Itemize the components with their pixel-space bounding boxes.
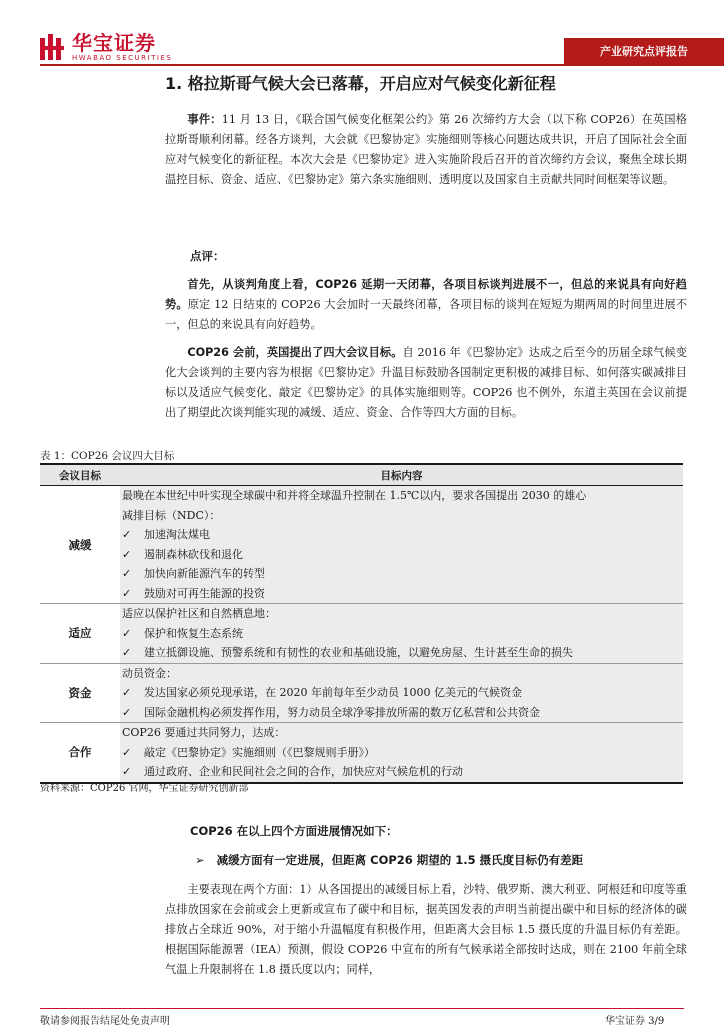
check-icon: ✓ — [122, 528, 132, 541]
paragraph-negotiation-text: 原定 12 日结束的 COP26 大会加时一天最终闭幕，各项目标的谈判在短短为期两周的时间里进展不一，但总的来说具有向好趋势。 — [165, 298, 687, 331]
table-caption: 表 1：COP26 会议四大目标 — [40, 450, 175, 462]
paragraph-uk-goals-text: 自 2016 年《巴黎协定》达成之后至今的历届全球气候变化大会谈判的主要内容为根据《巴黎协定》升温目标鼓励各国制定更积极的减排目标、如何落实碳减排目标以及适应气候变化、敲定《巴黎协定》的具体实施细则等。COP26 也不例外，东道主英国在会议前提出了期望此次谈判能实现的减缓、适应、资金、合作等四大方面的目标。 — [165, 346, 687, 419]
list-item: 遏制森林砍伐和退化 — [144, 547, 243, 561]
check-icon: ✓ — [122, 705, 132, 719]
content-intro: 最晚在本世纪中叶实现全球碳中和并将全球温升控制在 1.5℃以内，要求各国提出 2030 的雄心 — [122, 489, 587, 502]
goal-cell: 合作 — [40, 723, 120, 783]
progress-label: COP26 在以上四个方面进展情况如下： — [190, 824, 398, 838]
event-paragraph — [165, 110, 687, 190]
table-source: 资料来源：COP26 官网，华宝证券研究创新部 — [40, 783, 249, 794]
content-intro: 减排目标（NDC）： — [122, 508, 221, 522]
arrow-bullet-icon: ➢ — [195, 853, 205, 867]
goals-table — [40, 463, 683, 784]
event-lead: 事件： — [187, 113, 222, 126]
logo-chinese-name: 华宝证券 — [72, 30, 156, 55]
logo-mark-icon — [40, 34, 64, 60]
list-item: 敲定《巴黎协定》实施细则（《巴黎规则手册》） — [144, 745, 375, 759]
check-icon: ✓ — [122, 586, 132, 600]
paragraph-negotiation — [165, 275, 687, 335]
comment-label: 点评： — [190, 249, 225, 263]
list-item: 建立抵御设施、预警系统和有韧性的农业和基础设施，以避免房屋、生计甚至生命的损失 — [144, 646, 573, 659]
list-item: 加快向新能源汽车的转型 — [144, 567, 265, 580]
paragraph-mitigation — [165, 880, 687, 980]
goal-cell: 减缓 — [40, 486, 120, 604]
list-item: 国际金融机构必须发挥作用，努力动员全球净零排放所需的数万亿私营和公共资金 — [144, 705, 540, 719]
goal-cell: 适应 — [40, 604, 120, 664]
goal-cell: 资金 — [40, 663, 120, 723]
content-intro: 动员资金： — [122, 666, 177, 680]
paragraph-uk-goals-bold: COP26 会前，英国提出了四大会议目标。 — [187, 346, 403, 359]
list-item: 鼓励对可再生能源的投资 — [144, 586, 265, 600]
check-icon: ✓ — [122, 547, 132, 561]
paragraph-uk-goals — [165, 343, 687, 423]
company-logo — [40, 32, 172, 62]
disclaimer-note: 敬请参阅报告结尾处免责声明 — [40, 1016, 170, 1027]
list-item: 发达国家必须兑现承诺，在 2020 年前每年至少动员 1000 亿美元的气候资金 — [144, 686, 522, 699]
check-icon: ✓ — [122, 765, 132, 778]
table-header-content: 目标内容 — [120, 464, 683, 486]
check-icon: ✓ — [122, 646, 132, 659]
mitigation-bullet-text: 减缓方面有一定进展，但距离 COP26 期望的 1.5 摄氏度目标仍有差距 — [216, 853, 584, 867]
check-icon: ✓ — [122, 686, 132, 699]
check-icon: ✓ — [122, 626, 132, 640]
check-icon: ✓ — [122, 567, 132, 580]
list-item: 通过政府、企业和民间社会之间的合作，加快应对气候危机的行动 — [144, 765, 463, 778]
paragraph-mitigation-text: 主要表现在两个方面：1）从各国提出的减缓目标上看，沙特、俄罗斯、澳大利亚、阿根廷和印度等重点排放国家在会前或会上更新或宣布了碳中和目标，据英国发表的声明当前提出碳中和目标的经济体的碳排放占全球近 90%，对于缩小升温幅度有积极作用，但距离大会目标 1.5 摄氏度的升温目标仍有差距。根据国际能源署（IEA）预测，假设 COP26 中宣布的所有气候承诺全部按时达成，则在 2100 年前全球气温上升限制将在 1.8 摄氏度以内；同样， — [165, 883, 687, 976]
content-intro: COP26 要通过共同努力，达成： — [122, 726, 286, 739]
mitigation-bullet — [195, 852, 583, 868]
table-header-goal: 会议目标 — [40, 464, 120, 486]
table-row — [40, 723, 683, 783]
list-item: 加速淘汰煤电 — [144, 528, 210, 541]
logo-english-name: HWABAO SECURITIES — [72, 53, 173, 62]
table-row — [40, 604, 683, 664]
report-type-badge: 产业研究点评报告 — [564, 38, 724, 64]
footer-divider — [40, 1008, 684, 1009]
content-cell — [120, 663, 683, 723]
section-title: 1. 格拉斯哥气候大会已落幕，开启应对气候变化新征程 — [165, 74, 556, 93]
content-intro: 适应以保护社区和自然栖息地： — [122, 607, 276, 620]
page-number: 华宝证券 3/9 — [605, 1016, 665, 1027]
content-cell — [120, 604, 683, 664]
event-text: 11 月 13 日，《联合国气候变化框架公约》第 26 次缔约方大会（以下称 COP26）在英国格拉斯哥顺利闭幕。经各方谈判，大会就《巴黎协定》实施细则等核心问题达成共识，开启了国际社会全面应对气候变化的新征程。本次大会是《巴黎协定》进入实施阶段后召开的首次缔约方会议，聚焦全球长期温控目标、资金、适应、《巴黎协定》第六条实施细则、透明度以及国家自主贡献共同时间框架等议题。 — [165, 113, 687, 186]
header-divider — [40, 64, 724, 66]
table-row — [40, 486, 683, 604]
content-cell — [120, 723, 683, 783]
check-icon: ✓ — [122, 745, 132, 759]
paragraph-negotiation-bold: 首先，从谈判角度上看，COP26 延期一天闭幕，各项目标谈判进展不一，但总的来说具有向好趋势。 — [165, 278, 687, 311]
content-cell — [120, 486, 683, 604]
list-item: 保护和恢复生态系统 — [144, 626, 243, 640]
table-row — [40, 663, 683, 723]
